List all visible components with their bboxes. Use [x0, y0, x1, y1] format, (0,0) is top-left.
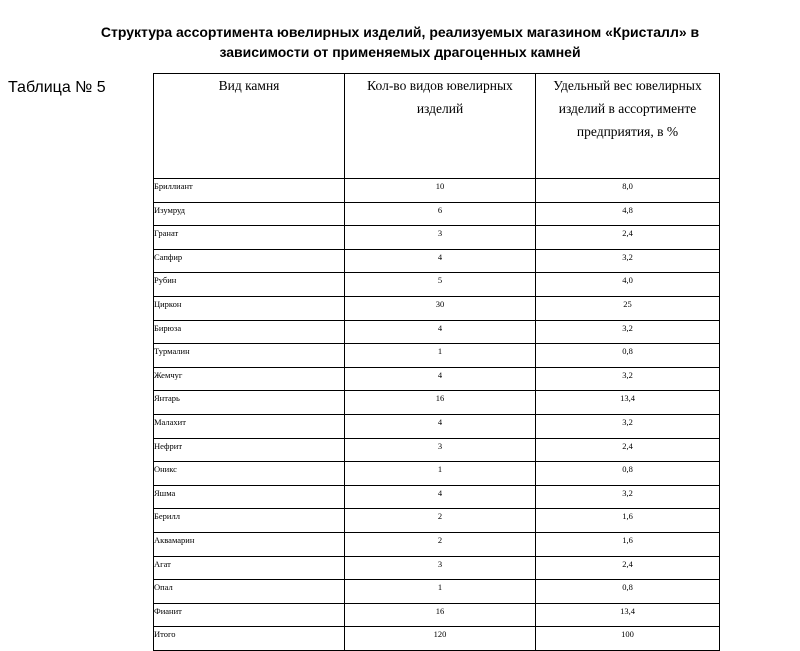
- cell-item-count: 10: [345, 179, 536, 203]
- cell-item-count: 6: [345, 202, 536, 226]
- cell-item-count: 1: [345, 580, 536, 604]
- table-row: [154, 509, 720, 533]
- cell-share-percent: 4,0: [536, 273, 720, 297]
- cell-item-count: 2: [345, 532, 536, 556]
- title-line-2: зависимости от применяемых драгоценных камней: [219, 44, 581, 60]
- cell-item-count: 3: [345, 226, 536, 250]
- table-row: [154, 556, 720, 580]
- cell-stone-name: Жемчуг: [154, 367, 345, 391]
- cell-share-percent: 0,8: [536, 344, 720, 368]
- cell-share-percent: 3,2: [536, 367, 720, 391]
- table-body: [154, 179, 720, 651]
- table-row: [154, 320, 720, 344]
- cell-stone-name: Малахит: [154, 414, 345, 438]
- table-row: [154, 296, 720, 320]
- cell-stone-name: Оникс: [154, 462, 345, 486]
- cell-stone-name: Гранат: [154, 226, 345, 250]
- cell-item-count: 3: [345, 438, 536, 462]
- cell-share-percent: 3,2: [536, 485, 720, 509]
- cell-item-count: 30: [345, 296, 536, 320]
- cell-item-count: 4: [345, 249, 536, 273]
- cell-stone-name: Бирюза: [154, 320, 345, 344]
- cell-stone-name: Итого: [154, 627, 345, 651]
- table-row: [154, 391, 720, 415]
- cell-item-count: 2: [345, 509, 536, 533]
- cell-item-count: 16: [345, 391, 536, 415]
- table-row: [154, 249, 720, 273]
- table-number-label: Таблица № 5: [8, 79, 106, 96]
- cell-share-percent: 2,4: [536, 556, 720, 580]
- cell-stone-name: Циркон: [154, 296, 345, 320]
- cell-share-percent: 1,6: [536, 532, 720, 556]
- table-row: [154, 462, 720, 486]
- cell-share-percent: 3,2: [536, 249, 720, 273]
- cell-stone-name: Рубин: [154, 273, 345, 297]
- table-row: [154, 367, 720, 391]
- cell-item-count: 3: [345, 556, 536, 580]
- cell-stone-name: Аквамарин: [154, 532, 345, 556]
- cell-share-percent: 13,4: [536, 603, 720, 627]
- table-row: [154, 226, 720, 250]
- cell-share-percent: 3,2: [536, 320, 720, 344]
- cell-stone-name: Нефрит: [154, 438, 345, 462]
- header-stone-type: Вид камня: [154, 74, 345, 179]
- cell-item-count: 5: [345, 273, 536, 297]
- table-row: [154, 202, 720, 226]
- cell-share-percent: 8,0: [536, 179, 720, 203]
- header-share-percent: Удельный вес ювелирных изделий в ассортименте предприятия, в %: [536, 74, 720, 179]
- table-header-row: [154, 74, 720, 179]
- page-title: [10, 22, 790, 62]
- cell-share-percent: 13,4: [536, 391, 720, 415]
- cell-share-percent: 4,8: [536, 202, 720, 226]
- cell-share-percent: 2,4: [536, 438, 720, 462]
- cell-stone-name: Янтарь: [154, 391, 345, 415]
- cell-item-count: 4: [345, 414, 536, 438]
- table-row: [154, 344, 720, 368]
- cell-item-count: 4: [345, 367, 536, 391]
- cell-stone-name: Бриллиант: [154, 179, 345, 203]
- cell-stone-name: Изумруд: [154, 202, 345, 226]
- cell-stone-name: Берилл: [154, 509, 345, 533]
- gemstone-table: [153, 73, 720, 651]
- cell-stone-name: Турмалин: [154, 344, 345, 368]
- cell-item-count: 4: [345, 485, 536, 509]
- table-row: [154, 532, 720, 556]
- cell-share-percent: 25: [536, 296, 720, 320]
- cell-share-percent: 1,6: [536, 509, 720, 533]
- table-row: [154, 627, 720, 651]
- cell-stone-name: Фианит: [154, 603, 345, 627]
- table-row: [154, 414, 720, 438]
- table-row: [154, 273, 720, 297]
- cell-share-percent: 3,2: [536, 414, 720, 438]
- cell-share-percent: 100: [536, 627, 720, 651]
- cell-share-percent: 0,8: [536, 580, 720, 604]
- cell-share-percent: 2,4: [536, 226, 720, 250]
- header-item-count: Кол-во видов ювелирных изделий: [345, 74, 536, 179]
- cell-share-percent: 0,8: [536, 462, 720, 486]
- table-row: [154, 485, 720, 509]
- cell-item-count: 16: [345, 603, 536, 627]
- cell-item-count: 4: [345, 320, 536, 344]
- cell-stone-name: Яшма: [154, 485, 345, 509]
- cell-stone-name: Сапфир: [154, 249, 345, 273]
- cell-stone-name: Агат: [154, 556, 345, 580]
- cell-item-count: 1: [345, 462, 536, 486]
- table-row: [154, 603, 720, 627]
- table-row: [154, 438, 720, 462]
- cell-stone-name: Опал: [154, 580, 345, 604]
- title-line-1: Структура ассортимента ювелирных изделий, реализуемых магазином «Кристалл» в: [100, 24, 700, 40]
- cell-item-count: 120: [345, 627, 536, 651]
- cell-item-count: 1: [345, 344, 536, 368]
- table-row: [154, 179, 720, 203]
